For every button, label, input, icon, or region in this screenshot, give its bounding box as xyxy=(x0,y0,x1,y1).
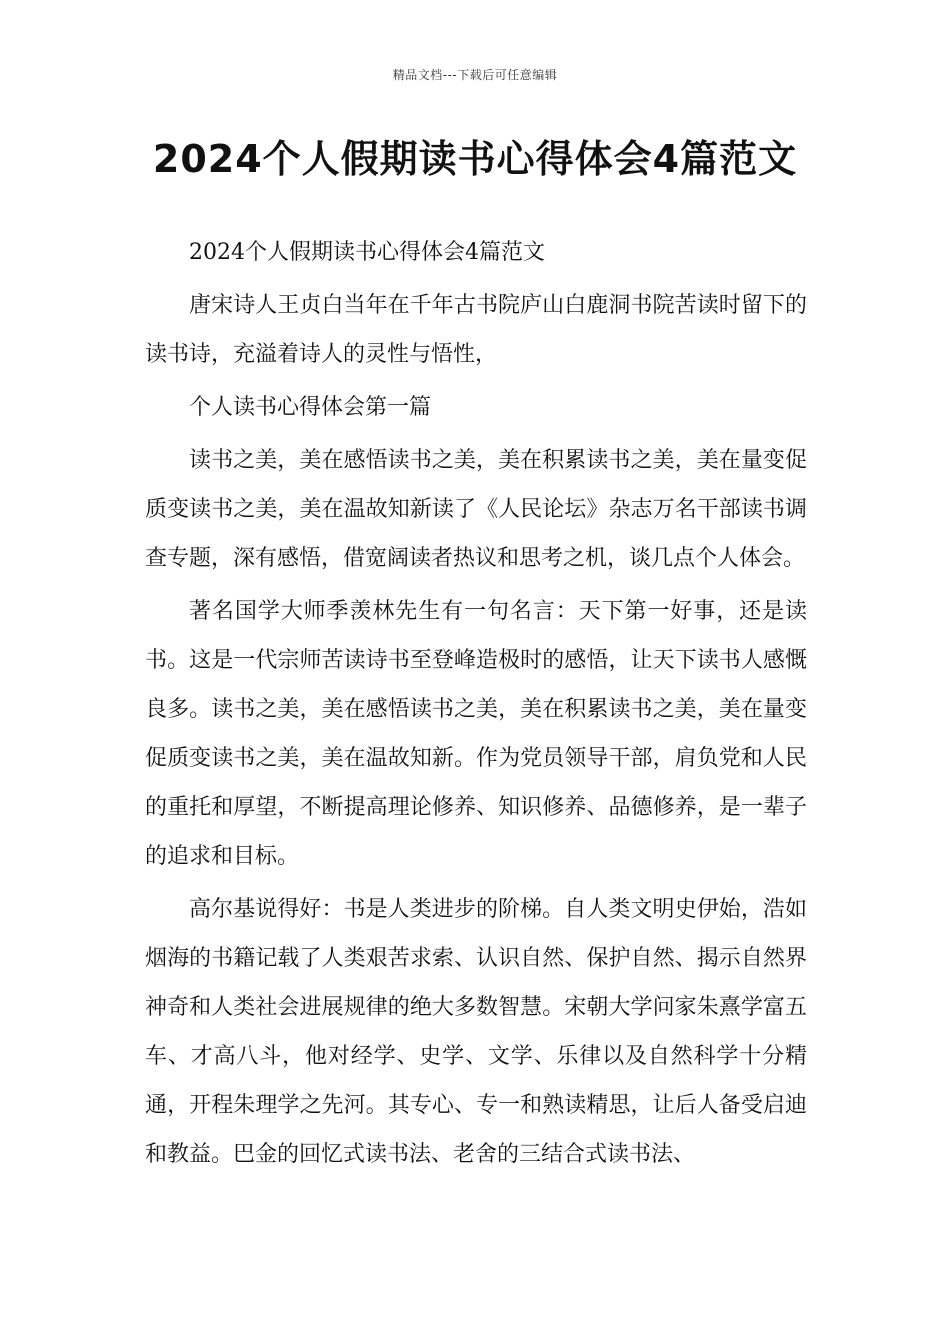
header-note: 精品文档---下载后可任意编辑 xyxy=(392,68,558,82)
paragraph-section-heading: 个人读书心得体会第一篇 xyxy=(189,395,432,420)
paragraph-subtitle: 2024个人假期读书心得体会4篇范文 xyxy=(189,240,545,265)
paragraph: 著名国学大师季羡林先生有一句名言：天下第一好事，还是读书。这是一代宗师苦读诗书至登峰造极时的感悟，让天下读书人感慨良多。读书之美，美在感悟读书之美，美在积累读书之美，美在量变促质变读书之美，美在温故知新。作为党员领导干部，肩负党和人民的重托和厚望，不断提高理论修养、知识修养、品德修养，是一辈子的追求和目标。 xyxy=(145,599,807,869)
document-body xyxy=(145,228,807,1183)
paragraph: 读书之美，美在感悟读书之美，美在积累读书之美，美在量变促质变读书之美，美在温故知新读了《人民论坛》杂志万名干部读书调查专题，深有感悟，借宽阔读者热议和思考之机，谈几点个人体会。 xyxy=(145,448,807,571)
document-title: 2024个人假期读书心得体会4篇范文 xyxy=(152,137,798,181)
paragraph: 高尔基说得好：书是人类进步的阶梯。自人类文明史伊始，浩如烟海的书籍记载了人类艰苦求索、认识自然、保护自然、揭示自然界神奇和人类社会进展规律的绝大多数智慧。宋朝大学问家朱熹学富五车、才高八斗，他对经学、史学、文学、乐律以及自然科学十分精通，开程朱理学之先河。其专心、专一和熟读精思，让后人备受启迪和教益。巴金的回忆式读书法、老舍的三结合式读书法、 xyxy=(145,897,807,1167)
paragraph-intro: 唐宋诗人王贞白当年在千年古书院庐山白鹿洞书院苦读时留下的读书诗，充溢着诗人的灵性与悟性， xyxy=(145,293,807,367)
